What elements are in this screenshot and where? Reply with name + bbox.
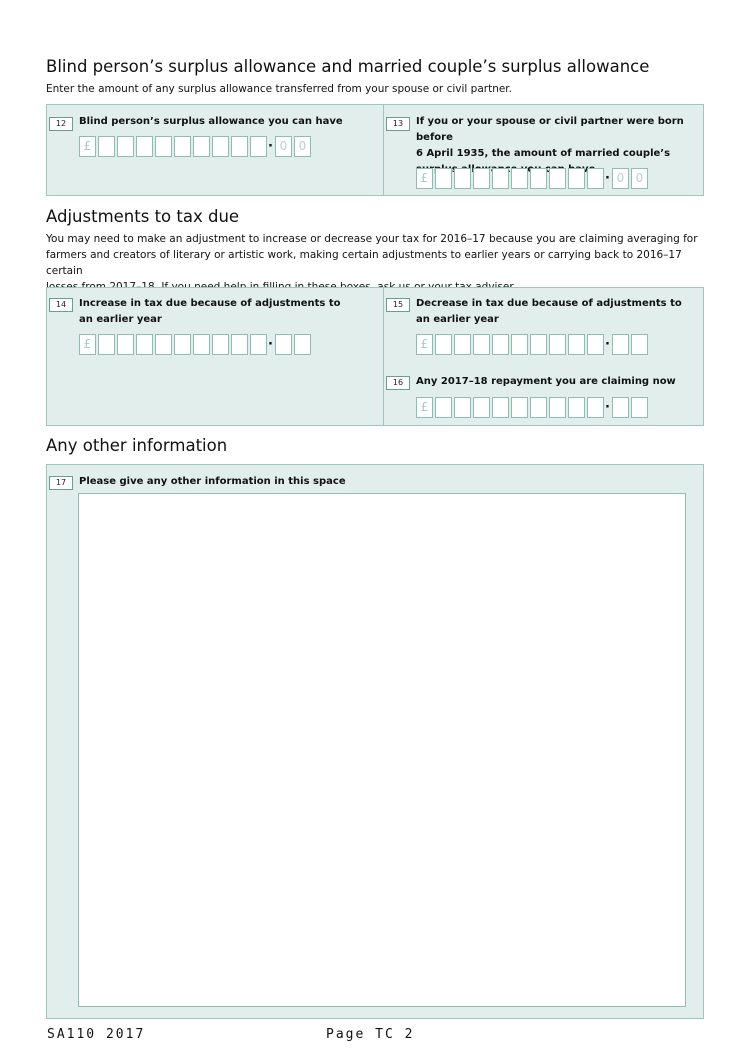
box-17-label: Please give any other information in this space: [79, 476, 346, 487]
digit-cell[interactable]: [98, 334, 115, 355]
digit-cell[interactable]: [435, 334, 452, 355]
digit-cell[interactable]: [511, 334, 528, 355]
digit-cell[interactable]: [587, 397, 604, 418]
section-title-adjustments: Adjustments to tax due: [46, 207, 240, 226]
pence-cell[interactable]: [631, 334, 648, 355]
box-15-label-line: Decrease in tax due because of adjustments to: [416, 298, 682, 309]
digit-cell[interactable]: [587, 334, 604, 355]
pence-cell: 0: [631, 168, 648, 189]
digit-cell[interactable]: [473, 168, 490, 189]
section-intro-surplus-allowance: Enter the amount of any surplus allowance transferred from your spouse or civil partner.: [46, 83, 512, 95]
panel-divider: [383, 288, 384, 425]
box-13-amount-field[interactable]: [416, 168, 648, 189]
digit-cell[interactable]: [136, 334, 153, 355]
pound-sign: £: [79, 334, 96, 355]
pence-cell[interactable]: [275, 334, 292, 355]
digit-cell[interactable]: [174, 136, 191, 157]
digit-cell[interactable]: [568, 334, 585, 355]
box-number-12: 12: [49, 117, 73, 131]
decimal-point: ·: [268, 139, 273, 154]
digit-cell[interactable]: [454, 397, 471, 418]
digit-cell[interactable]: [231, 136, 248, 157]
intro-line: You may need to make an adjustment to increase or decrease your tax for 2016–17 because you are claiming averaging for: [46, 233, 698, 245]
box-13-label-line: 6 April 1935, the amount of married couple’s: [416, 148, 671, 159]
pence-cell[interactable]: [631, 397, 648, 418]
pound-sign: £: [416, 168, 433, 189]
digit-cell[interactable]: [155, 334, 172, 355]
digit-cell[interactable]: [136, 136, 153, 157]
box-14-label-line: Increase in tax due because of adjustments to: [79, 298, 341, 309]
digit-cell[interactable]: [155, 136, 172, 157]
digit-cell[interactable]: [231, 334, 248, 355]
digit-cell[interactable]: [250, 334, 267, 355]
pound-sign: £: [416, 397, 433, 418]
digit-cell[interactable]: [117, 136, 134, 157]
digit-cell[interactable]: [473, 397, 490, 418]
digit-cell[interactable]: [435, 397, 452, 418]
pence-cell[interactable]: [294, 334, 311, 355]
footer-page-number: Page TC 2: [326, 1027, 415, 1042]
panel-surplus-allowance: [46, 104, 704, 196]
panel-adjustments: [46, 287, 704, 426]
digit-cell[interactable]: [250, 136, 267, 157]
digit-cell[interactable]: [174, 334, 191, 355]
digit-cell[interactable]: [212, 136, 229, 157]
box-14-label: [79, 296, 341, 328]
decimal-point: ·: [605, 171, 610, 186]
box-number-13: 13: [386, 117, 410, 131]
decimal-point: ·: [605, 400, 610, 415]
box-number-16: 16: [386, 376, 410, 390]
box-number-14: 14: [49, 298, 73, 312]
box-16-label: Any 2017–18 repayment you are claiming now: [416, 376, 676, 387]
pound-sign: £: [79, 136, 96, 157]
box-15-amount-field[interactable]: [416, 334, 648, 355]
digit-cell[interactable]: [193, 334, 210, 355]
digit-cell[interactable]: [511, 397, 528, 418]
digit-cell[interactable]: [454, 334, 471, 355]
digit-cell[interactable]: [549, 334, 566, 355]
box-12-amount-field[interactable]: [79, 136, 311, 157]
digit-cell[interactable]: [193, 136, 210, 157]
box-15-label: [416, 296, 682, 328]
panel-divider: [383, 105, 384, 195]
digit-cell[interactable]: [98, 136, 115, 157]
digit-cell[interactable]: [568, 168, 585, 189]
decimal-point: ·: [268, 337, 273, 352]
pound-sign: £: [416, 334, 433, 355]
section-title-surplus-allowance: Blind person’s surplus allowance and married couple’s surplus allowance: [46, 57, 650, 76]
digit-cell[interactable]: [435, 168, 452, 189]
digit-cell[interactable]: [530, 397, 547, 418]
box-number-17: 17: [49, 476, 73, 490]
digit-cell[interactable]: [454, 168, 471, 189]
digit-cell[interactable]: [212, 334, 229, 355]
digit-cell[interactable]: [568, 397, 585, 418]
box-15-label-line: an earlier year: [416, 314, 499, 325]
box-13-label-line: If you or your spouse or civil partner were born before: [416, 116, 684, 143]
box-number-15: 15: [386, 298, 410, 312]
digit-cell[interactable]: [530, 334, 547, 355]
digit-cell[interactable]: [492, 397, 509, 418]
digit-cell[interactable]: [473, 334, 490, 355]
other-information-textarea[interactable]: [78, 493, 686, 1007]
digit-cell[interactable]: [530, 168, 547, 189]
pence-cell: 0: [612, 168, 629, 189]
section-title-other-information: Any other information: [46, 436, 228, 455]
box-16-amount-field[interactable]: [416, 397, 648, 418]
pence-cell[interactable]: [612, 334, 629, 355]
pence-cell: 0: [294, 136, 311, 157]
panel-other-information: [46, 464, 704, 1019]
digit-cell[interactable]: [549, 168, 566, 189]
digit-cell[interactable]: [511, 168, 528, 189]
section-intro-adjustments: [46, 231, 706, 295]
intro-line: farmers and creators of literary or artistic work, making certain adjustments to earlier years or carrying back to 2016–17 certain: [46, 249, 682, 277]
digit-cell[interactable]: [492, 334, 509, 355]
box-12-label: Blind person’s surplus allowance you can have: [79, 116, 343, 127]
digit-cell[interactable]: [492, 168, 509, 189]
digit-cell[interactable]: [587, 168, 604, 189]
box-14-amount-field[interactable]: [79, 334, 311, 355]
digit-cell[interactable]: [117, 334, 134, 355]
footer-form-id: SA110 2017: [47, 1027, 146, 1042]
pence-cell[interactable]: [612, 397, 629, 418]
digit-cell[interactable]: [549, 397, 566, 418]
pence-cell: 0: [275, 136, 292, 157]
box-14-label-line: an earlier year: [79, 314, 162, 325]
decimal-point: ·: [605, 337, 610, 352]
